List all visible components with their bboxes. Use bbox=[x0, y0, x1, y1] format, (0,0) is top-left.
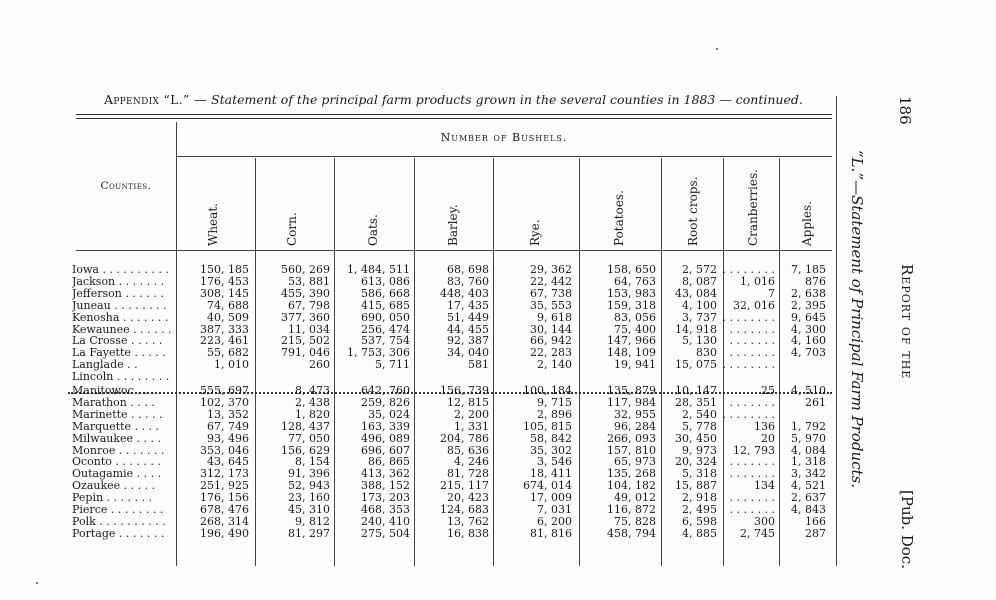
table-cell: 3, 546 bbox=[537, 455, 572, 469]
table-cell: 7 bbox=[768, 286, 775, 300]
table-cell: 12, 793 bbox=[733, 443, 775, 457]
table-cell: 30, 450 bbox=[675, 431, 717, 445]
table-cell: 9, 645 bbox=[791, 310, 826, 324]
table-cell: 268, 314 bbox=[200, 514, 249, 528]
table-cell: 3, 737 bbox=[682, 310, 717, 324]
table-cell: 9, 618 bbox=[537, 310, 572, 324]
column-header-barley: Barley. bbox=[446, 204, 460, 246]
table-cell: 153, 983 bbox=[607, 286, 656, 300]
county-name: Ozaukee . . . . . bbox=[72, 480, 156, 493]
table-cell: . . . . . . . . bbox=[722, 407, 775, 421]
table-cell: 35, 302 bbox=[530, 443, 572, 457]
table-cell: 19, 941 bbox=[614, 358, 656, 372]
table-cell: 18, 411 bbox=[530, 467, 572, 481]
table-cell: 58, 842 bbox=[530, 431, 572, 445]
table-cell: 12, 815 bbox=[447, 395, 489, 409]
table-cell: 67, 738 bbox=[530, 286, 572, 300]
table-cell: 496, 089 bbox=[361, 431, 410, 445]
table-row bbox=[68, 312, 838, 324]
page-title bbox=[104, 92, 804, 107]
column-header-oats: Oats. bbox=[366, 214, 380, 246]
group-header: Number of Bushels. bbox=[440, 131, 568, 144]
table-cell: 134 bbox=[754, 479, 775, 493]
county-name: Iowa . . . . . . . . . . bbox=[72, 264, 169, 276]
column-header-wheat: Wheat. bbox=[206, 203, 220, 246]
table-cell: 4, 100 bbox=[682, 298, 717, 312]
table-cell: 163, 339 bbox=[361, 419, 410, 433]
table-row bbox=[68, 421, 838, 433]
table-cell: 34, 040 bbox=[447, 346, 489, 360]
table-cell: 353, 046 bbox=[200, 443, 249, 457]
county-name: Jefferson . . . . . . bbox=[72, 287, 164, 300]
table-cell: 81, 728 bbox=[447, 467, 489, 481]
table-cell: 5, 778 bbox=[682, 419, 717, 433]
table-cell: . . . . . . . bbox=[729, 491, 775, 505]
table-cell: 156, 739 bbox=[440, 384, 489, 397]
table-cell: 135, 879 bbox=[607, 384, 656, 397]
table-cell: 32, 016 bbox=[733, 298, 775, 312]
table-cell: 150, 185 bbox=[200, 263, 249, 276]
table-cell: 74, 688 bbox=[207, 298, 249, 312]
table-row bbox=[68, 288, 838, 300]
table-cell: 22, 442 bbox=[530, 274, 572, 288]
table-cell: 77, 050 bbox=[288, 431, 330, 445]
table-cell: 116, 872 bbox=[607, 503, 656, 516]
table-cell: 690, 050 bbox=[361, 310, 410, 324]
table-cell: 20, 324 bbox=[675, 455, 717, 469]
table-cell: 124, 683 bbox=[440, 503, 489, 516]
table-cell: 2, 745 bbox=[740, 526, 775, 540]
table-cell: 159, 318 bbox=[607, 298, 656, 312]
table-cell: 15, 075 bbox=[675, 358, 717, 372]
table-cell: 4, 160 bbox=[791, 334, 826, 348]
table-cell: 148, 109 bbox=[607, 346, 656, 360]
table-cell: 104, 182 bbox=[607, 479, 656, 493]
column-header-corn: Corn. bbox=[285, 212, 299, 246]
table-cell: 67, 798 bbox=[288, 298, 330, 312]
table-cell: 5, 970 bbox=[791, 431, 826, 445]
table-cell: 2, 200 bbox=[454, 407, 489, 421]
table-cell: 555, 697 bbox=[200, 384, 249, 397]
table-cell: 32, 955 bbox=[614, 407, 656, 421]
table-cell: 64, 763 bbox=[614, 274, 656, 288]
table-cell: 52, 943 bbox=[288, 479, 330, 493]
table-cell: . . . . . . . bbox=[729, 395, 775, 409]
table-cell: 2, 395 bbox=[791, 298, 826, 312]
table-cell: 377, 360 bbox=[281, 310, 330, 324]
table-cell: 4, 521 bbox=[791, 479, 826, 493]
county-name: Marquette . . . . bbox=[72, 420, 160, 433]
county-name: Jackson . . . . . . . bbox=[72, 275, 165, 288]
table-cell: 215, 502 bbox=[281, 334, 330, 348]
counties-header: Counties. bbox=[100, 180, 152, 192]
table-cell: 15, 887 bbox=[675, 479, 717, 493]
table-cell: 2, 140 bbox=[537, 358, 572, 372]
table-cell: 17, 435 bbox=[447, 298, 489, 312]
table-cell: 260 bbox=[309, 358, 330, 372]
pub-doc-label: [Pub. Doc. bbox=[898, 490, 916, 569]
county-name: Pierce . . . . . . . . bbox=[72, 504, 164, 516]
table-cell: 117, 984 bbox=[607, 395, 656, 409]
table-cell: 8, 087 bbox=[682, 274, 717, 288]
table-cell: 5, 130 bbox=[682, 334, 717, 348]
table-cell: . . . . . . . bbox=[729, 455, 775, 469]
table-cell: 251, 925 bbox=[200, 479, 249, 493]
table-cell: 2, 495 bbox=[682, 503, 717, 516]
group-header-rule bbox=[176, 156, 832, 157]
table-cell: 1, 016 bbox=[740, 274, 775, 288]
table-cell: 128, 437 bbox=[281, 419, 330, 433]
table-cell: 23, 160 bbox=[288, 491, 330, 505]
county-name: Oconto . . . . . . . bbox=[72, 456, 161, 469]
table-cell: 16, 838 bbox=[447, 526, 489, 540]
table-cell: 1, 792 bbox=[791, 419, 826, 433]
table-cell: 468, 353 bbox=[361, 503, 410, 516]
table-cell: 29, 362 bbox=[530, 263, 572, 276]
table-cell: . . . . . . . bbox=[729, 334, 775, 348]
appendix-label: Appendix “L.” — bbox=[104, 92, 212, 107]
table-cell: 7, 185 bbox=[791, 263, 826, 276]
table-cell: 20 bbox=[761, 431, 775, 445]
table-cell: 613, 086 bbox=[361, 274, 410, 288]
table-cell: 876 bbox=[805, 274, 826, 288]
county-name: Langlade . . bbox=[72, 359, 138, 372]
table-cell: 53, 881 bbox=[288, 274, 330, 288]
table-row bbox=[68, 528, 838, 540]
table-cell: 1, 753, 306 bbox=[347, 346, 410, 360]
table-cell: 35, 553 bbox=[530, 298, 572, 312]
table-cell: 20, 423 bbox=[447, 491, 489, 505]
county-name: Manitowoc . . . . bbox=[72, 385, 162, 397]
table-cell: 388, 152 bbox=[361, 479, 410, 493]
table-cell: 43, 084 bbox=[675, 286, 717, 300]
table-cell: 35, 024 bbox=[368, 407, 410, 421]
county-name: Polk . . . . . . . . . . bbox=[72, 515, 166, 528]
running-head: Report of the bbox=[898, 264, 916, 380]
table-cell: 2, 918 bbox=[682, 491, 717, 505]
table-cell: 136 bbox=[754, 419, 775, 433]
table-cell: 196, 490 bbox=[200, 526, 249, 540]
table-cell: 259, 826 bbox=[361, 395, 410, 409]
table-cell: 9, 812 bbox=[295, 514, 330, 528]
table-cell: 2, 540 bbox=[682, 407, 717, 421]
table-cell: . . . . . . . . bbox=[722, 310, 775, 324]
table-cell: 312, 173 bbox=[200, 467, 249, 481]
table-cell: 2, 637 bbox=[791, 491, 826, 505]
print-speck bbox=[36, 582, 38, 584]
county-name: Kewaunee . . . . . . bbox=[72, 323, 172, 336]
table-cell: 5, 318 bbox=[682, 467, 717, 481]
table-cell: 10, 147 bbox=[675, 384, 717, 397]
column-header-apples: Apples. bbox=[800, 201, 814, 246]
table-cell: 86, 865 bbox=[368, 455, 410, 469]
table-row bbox=[68, 300, 838, 312]
table-cell: 75, 400 bbox=[614, 322, 656, 336]
table-cell: 455, 390 bbox=[281, 286, 330, 300]
top-rule-2 bbox=[76, 118, 832, 119]
table-cell: 448, 403 bbox=[440, 286, 489, 300]
table-cell: 275, 504 bbox=[361, 526, 410, 540]
table-cell: 458, 794 bbox=[607, 526, 656, 540]
table-cell: 642, 760 bbox=[361, 384, 410, 397]
county-name: Lincoln . . . . . . . . bbox=[72, 371, 170, 384]
print-speck bbox=[716, 48, 718, 50]
table-cell: 100, 184 bbox=[523, 384, 572, 397]
table-cell: 91, 396 bbox=[288, 467, 330, 481]
table-cell: 147, 966 bbox=[607, 334, 656, 348]
county-name: Milwaukee . . . . bbox=[72, 432, 162, 445]
table-cell: 300 bbox=[754, 514, 775, 528]
table-cell: 8, 473 bbox=[295, 384, 330, 397]
table-cell: 3, 342 bbox=[791, 467, 826, 481]
table-cell: 1, 484, 511 bbox=[347, 263, 410, 276]
table-cell: 135, 268 bbox=[607, 467, 656, 481]
table-cell: 83, 760 bbox=[447, 274, 489, 288]
table-cell: 102, 370 bbox=[200, 395, 249, 409]
table-cell: 581 bbox=[468, 358, 489, 372]
county-name: Outagamie . . . . bbox=[72, 468, 162, 481]
table-row bbox=[68, 445, 838, 457]
table-cell: 240, 410 bbox=[361, 514, 410, 528]
table-cell: 105, 815 bbox=[523, 419, 572, 433]
title-text: Statement of the principal farm products grown in the several counties in 1883 — continued. bbox=[211, 92, 803, 107]
table-cell: 176, 453 bbox=[200, 274, 249, 288]
table-cell: 68, 698 bbox=[447, 263, 489, 276]
table-row bbox=[68, 359, 838, 371]
table-cell: 287 bbox=[805, 526, 826, 540]
table-cell: 215, 117 bbox=[440, 479, 489, 493]
table-cell: 22, 283 bbox=[530, 346, 572, 360]
table-cell: 81, 297 bbox=[288, 526, 330, 540]
table-cell: 28, 351 bbox=[675, 395, 717, 409]
table-cell: 85, 636 bbox=[447, 443, 489, 457]
table-cell: 696, 607 bbox=[361, 443, 410, 457]
table-cell: 25 bbox=[761, 384, 775, 397]
table-cell: 261 bbox=[805, 395, 826, 409]
table-cell: 81, 816 bbox=[530, 526, 572, 540]
table-cell: 674, 014 bbox=[523, 479, 572, 493]
header-bottom-rule bbox=[76, 250, 832, 251]
table-cell: 40, 509 bbox=[207, 310, 249, 324]
table-cell: 415, 685 bbox=[361, 298, 410, 312]
table-cell: 4, 703 bbox=[791, 346, 826, 360]
county-name: Portage . . . . . . . bbox=[72, 527, 165, 540]
county-name: La Crosse . . . . . bbox=[72, 335, 163, 348]
table-cell: 4, 843 bbox=[791, 503, 826, 516]
table-cell: 1, 331 bbox=[454, 419, 489, 433]
table-cell: 11, 034 bbox=[288, 322, 330, 336]
table-cell: 4, 300 bbox=[791, 322, 826, 336]
table-cell: . . . . . . . bbox=[729, 346, 775, 360]
table-cell: 830 bbox=[696, 346, 717, 360]
table-cell: 1, 010 bbox=[214, 358, 249, 372]
table-cell: . . . . . . . bbox=[729, 322, 775, 336]
table-cell: 4, 246 bbox=[454, 455, 489, 469]
table-cell: 13, 352 bbox=[207, 407, 249, 421]
table-cell: 49, 012 bbox=[614, 491, 656, 505]
table-row bbox=[68, 371, 838, 383]
table-cell: 65, 973 bbox=[614, 455, 656, 469]
table-cell: 93, 496 bbox=[207, 431, 249, 445]
table-cell: 158, 650 bbox=[607, 263, 656, 276]
table-cell: 75, 828 bbox=[614, 514, 656, 528]
column-header-cranberries: Cranberries. bbox=[746, 169, 760, 246]
column-header-potatoes: Potatoes. bbox=[612, 190, 626, 246]
table-cell: 173, 203 bbox=[361, 491, 410, 505]
table-cell: 156, 629 bbox=[281, 443, 330, 457]
county-name: Marinette . . . . . bbox=[72, 408, 163, 421]
table-cell: . . . . . . . . bbox=[722, 263, 775, 276]
table-cell: 96, 284 bbox=[614, 419, 656, 433]
column-header-rye: Rye. bbox=[528, 219, 542, 246]
table-cell: 308, 145 bbox=[200, 286, 249, 300]
table-cell: 43, 645 bbox=[207, 455, 249, 469]
column-header-root-crops: Root crops. bbox=[686, 176, 700, 246]
table-cell: 14, 918 bbox=[675, 322, 717, 336]
page-number: 186 bbox=[896, 96, 914, 125]
table-cell: 256, 474 bbox=[361, 322, 410, 336]
table-cell: 6, 598 bbox=[682, 514, 717, 528]
table-cell: . . . . . . . bbox=[729, 503, 775, 516]
table-cell: . . . . . . . . bbox=[722, 358, 775, 372]
table-cell: 92, 387 bbox=[447, 334, 489, 348]
table-cell: 9, 715 bbox=[537, 395, 572, 409]
top-rule-1 bbox=[76, 114, 832, 115]
table-cell: 1, 820 bbox=[295, 407, 330, 421]
county-name: La Fayette . . . . . bbox=[72, 347, 166, 360]
county-name: Monroe . . . . . . . bbox=[72, 444, 165, 457]
county-name: Kenosha . . . . . . . bbox=[72, 311, 169, 324]
table-cell: 30, 144 bbox=[530, 322, 572, 336]
table-row bbox=[68, 409, 838, 421]
table-cell: 66, 942 bbox=[530, 334, 572, 348]
table-cell: 387, 333 bbox=[200, 322, 249, 336]
table-cell: 17, 009 bbox=[530, 491, 572, 505]
table-cell: . . . . . . . bbox=[729, 467, 775, 481]
table-cell: 45, 310 bbox=[288, 503, 330, 516]
table-cell: 4, 885 bbox=[682, 526, 717, 540]
table-cell: 157, 810 bbox=[607, 443, 656, 457]
side-caption: “L.”—Statement of Principal Farm Products. bbox=[848, 150, 866, 489]
county-name: Pepin . . . . . . . bbox=[72, 492, 153, 505]
table-cell: 204, 786 bbox=[440, 431, 489, 445]
table-cell: 4, 084 bbox=[791, 443, 826, 457]
table-cell: 1, 318 bbox=[791, 455, 826, 469]
table-cell: 8, 154 bbox=[295, 455, 330, 469]
table-cell: 44, 455 bbox=[447, 322, 489, 336]
table-cell: 560, 269 bbox=[281, 263, 330, 276]
county-name: Marathon . . . . bbox=[72, 396, 155, 409]
table-cell: 7, 031 bbox=[537, 503, 572, 516]
table-cell: 2, 638 bbox=[791, 286, 826, 300]
table-cell: 223, 461 bbox=[200, 334, 249, 348]
table-cell: 83, 056 bbox=[614, 310, 656, 324]
table-cell: 537, 754 bbox=[361, 334, 410, 348]
table-cell: 9, 973 bbox=[682, 443, 717, 457]
table-cell: 67, 749 bbox=[207, 419, 249, 433]
table-cell: 176, 156 bbox=[200, 491, 249, 505]
table-row bbox=[68, 433, 838, 445]
table-cell: 2, 572 bbox=[682, 263, 717, 276]
table-cell: 166 bbox=[805, 514, 826, 528]
table-cell: 6, 200 bbox=[537, 514, 572, 528]
table-cell: 51, 449 bbox=[447, 310, 489, 324]
table-cell: 2, 896 bbox=[537, 407, 572, 421]
table-cell: 266, 093 bbox=[607, 431, 656, 445]
county-name: Juneau . . . . . . . . bbox=[72, 299, 167, 312]
table-cell: 55, 682 bbox=[207, 346, 249, 360]
table-cell: 413, 362 bbox=[361, 467, 410, 481]
table-cell: 4, 510 bbox=[791, 384, 826, 397]
table-cell: 13, 762 bbox=[447, 514, 489, 528]
table-cell: 586, 668 bbox=[361, 286, 410, 300]
table-cell: 5, 711 bbox=[375, 358, 410, 372]
table-cell: 678, 476 bbox=[200, 503, 249, 516]
table-cell: 791, 046 bbox=[281, 346, 330, 360]
table-cell: 2, 438 bbox=[295, 395, 330, 409]
